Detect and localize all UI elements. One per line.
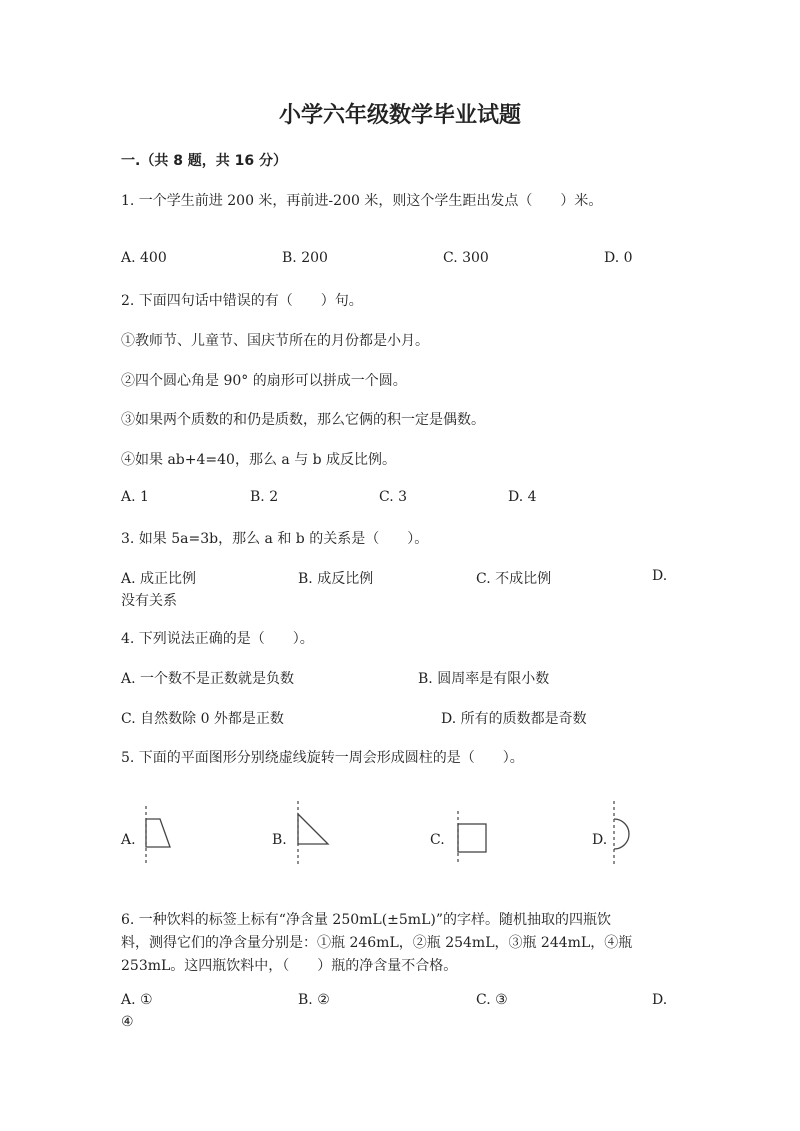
rectangle-figure	[452, 810, 492, 866]
q1-option-c: C. 300	[443, 250, 489, 266]
section-header: 一.（共 8 题，共 16 分）	[121, 153, 288, 169]
q6-option-c: C. ③	[476, 992, 508, 1008]
q3-option-b: B. 成反比例	[298, 571, 374, 587]
trapezoid-figure	[140, 805, 180, 865]
q4-option-b: B. 圆周率是有限小数	[418, 671, 550, 687]
page-title: 小学六年级数学毕业试题	[278, 103, 521, 128]
q6-option-b: B. ②	[298, 992, 330, 1008]
q3-option-c: C. 不成比例	[476, 571, 552, 587]
q2-option-a: A. 1	[121, 489, 149, 505]
q4-option-c: C. 自然数除 0 外都是正数	[121, 711, 284, 727]
question-3: 3. 如果 5a=3b，那么 a 和 b 的关系是（ ）。	[121, 531, 429, 547]
q3-option-a: A. 成正比例	[121, 571, 197, 587]
q2-statement-4: ④如果 ab+4=40，那么 a 与 b 成反比例。	[121, 452, 397, 468]
q3-option-d-text: 没有关系	[121, 593, 177, 609]
q2-option-c: C. 3	[379, 489, 408, 505]
q2-statement-1: ①教师节、儿童节、国庆节所在的月份都是小月。	[121, 333, 429, 349]
semicircle-figure	[608, 800, 640, 866]
triangle-figure	[292, 800, 336, 866]
q5-option-d: D.	[592, 832, 608, 848]
q1-option-b: B. 200	[282, 250, 328, 266]
q4-option-a: A. 一个数不是正数就是负数	[121, 671, 295, 687]
question-4: 4. 下列说法正确的是（ ）。	[121, 631, 314, 647]
question-6-line-2: 料，测得它们的净含量分别是：①瓶 246mL，②瓶 254mL，③瓶 244mL，④瓶	[121, 935, 633, 951]
q2-option-d: D. 4	[508, 489, 537, 505]
q3-option-d: D.	[652, 568, 668, 584]
q6-option-d: D.	[652, 992, 668, 1008]
question-2: 2. 下面四句话中错误的有（ ）句。	[121, 293, 363, 309]
q1-option-d: D. 0	[604, 250, 633, 266]
question-5: 5. 下面的平面图形分别绕虚线旋转一周会形成圆柱的是（ ）。	[121, 750, 524, 766]
q1-option-a: A. 400	[121, 250, 167, 266]
q2-statement-2: ②四个圆心角是 90° 的扇形可以拼成一个圆。	[121, 373, 407, 389]
q2-statement-3: ③如果两个质数的和仍是质数，那么它俩的积一定是偶数。	[121, 412, 485, 428]
q5-option-b: B.	[272, 832, 287, 848]
q5-option-a: A.	[121, 832, 136, 848]
question-6-line-1: 6. 一种饮料的标签上标有“净含量 250mL(±5mL)”的字样。随机抽取的四瓶饮	[121, 912, 611, 928]
q6-option-a: A. ①	[121, 992, 153, 1008]
q4-option-d: D. 所有的质数都是奇数	[441, 711, 587, 727]
q5-option-c: C.	[430, 832, 445, 848]
q2-option-b: B. 2	[250, 489, 279, 505]
question-1: 1. 一个学生前进 200 米，再前进-200 米，则这个学生距出发点（ ）米。	[121, 193, 603, 209]
q6-option-d-text: ④	[121, 1014, 134, 1030]
question-6-line-3: 253mL。这四瓶饮料中，（ ）瓶的净含量不合格。	[121, 958, 458, 974]
